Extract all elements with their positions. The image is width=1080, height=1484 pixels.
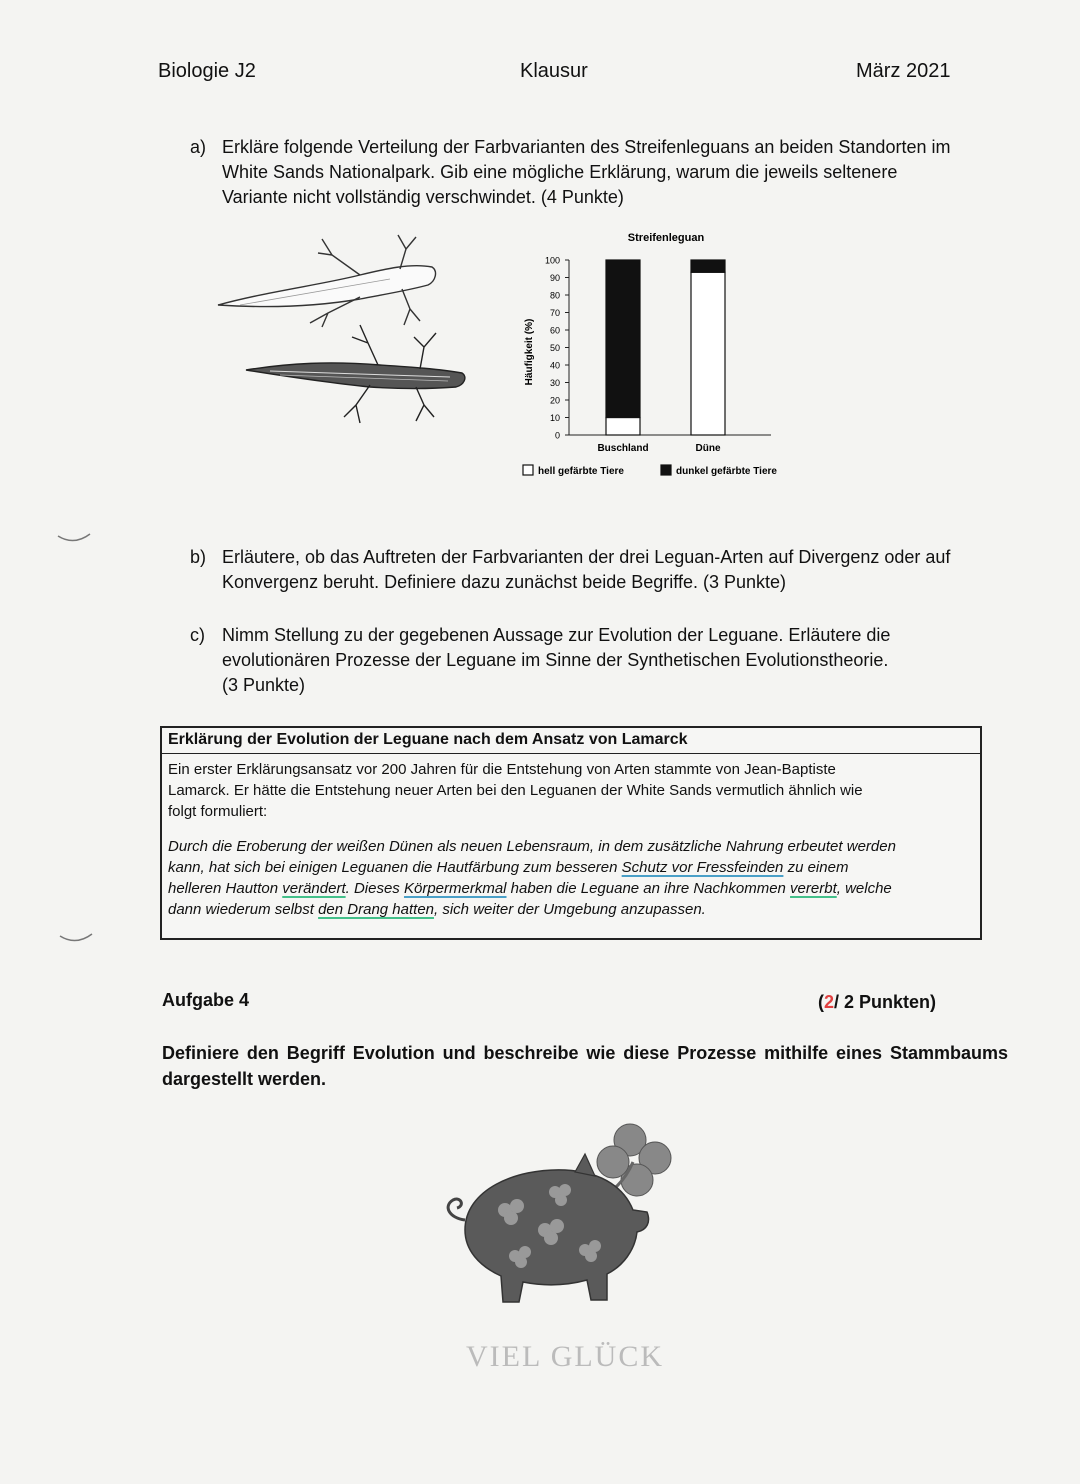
aufgabe4-score <box>818 992 936 1013</box>
bar-düne-dunkel <box>691 260 725 272</box>
chart-ylabel: Häufigkeit (%) <box>524 318 535 386</box>
viel-glueck-text: VIEL GLÜCK <box>466 1340 665 1373</box>
lamarck-box-title: Erklärung der Evolution der Leguane nach dem Ansatz von Lamarck <box>162 728 980 754</box>
bar-buschland-dunkel <box>606 260 640 418</box>
y-tick-label: 0 <box>554 430 560 441</box>
legend-swatch <box>661 465 671 475</box>
task-c-line2: evolutionären Prozesse der Leguane im Sinne der Synthetischen Evolutionstheorie. <box>222 650 889 670</box>
lamarck-quote <box>168 836 974 920</box>
bar-buschland-hell <box>606 418 640 436</box>
header-subject: Biologie J2 <box>158 60 256 82</box>
task-b-label: b) <box>190 547 207 567</box>
highlight-schutz: Schutz vor Fressfeinden <box>621 859 784 876</box>
y-tick-label: 30 <box>549 378 560 388</box>
highlight-drang: den Drang hatten <box>318 901 435 918</box>
highlight-koerpermerkmal: Körpermerkmal <box>403 880 507 897</box>
header-date: März 2021 <box>856 60 951 82</box>
y-tick-label: 50 <box>549 343 560 353</box>
legend-label: hell gefärbte Tiere <box>538 466 624 477</box>
lamarck-intro-line1: Ein erster Erklärungsansatz vor 200 Jahren für die Entstehung von Arten stammte von Jean-Baptiste <box>168 761 836 778</box>
light-lizard-icon <box>218 235 435 327</box>
highlight-veraendert: verändert <box>282 880 346 897</box>
quote-text: . Dieses <box>345 880 404 897</box>
bar-düne-hell <box>691 272 725 435</box>
y-tick-label: 90 <box>549 273 560 283</box>
chart-title: Streifenleguan <box>627 232 705 244</box>
y-tick-label: 60 <box>549 325 560 336</box>
category-label: Buschland <box>597 443 649 454</box>
task-a-line2: White Sands Nationalpark. Gib eine mögliche Erklärung, warum die jeweils seltenere <box>222 162 898 182</box>
legend-swatch <box>523 465 533 475</box>
quote-text: , sich weiter der Umgebung anzupassen. <box>434 901 706 918</box>
category-label: Düne <box>695 443 721 454</box>
y-tick-label: 100 <box>544 255 560 266</box>
task-b-line2: Konvergenz beruht. Definiere dazu zunächst beide Begriffe. (3 Punkte) <box>222 572 787 592</box>
quote-line2 <box>168 857 974 878</box>
margin-mark-2 <box>56 930 96 950</box>
task-c-label: c) <box>190 625 205 645</box>
margin-mark-1 <box>54 530 94 550</box>
task-c-line3: (3 Punkte) <box>222 675 306 695</box>
lamarck-intro-line2: Lamarck. Er hätte die Entstehung neuer Arten bei den Leguanen der White Sands vermutlich ähnlich wie <box>168 782 863 799</box>
task-b-line1: Erläutere, ob das Auftreten der Farbvarianten der drei Leguan-Arten auf Divergenz oder auf <box>222 547 951 567</box>
score-rest: / 2 Punkten) <box>834 992 937 1012</box>
task-c <box>190 623 1020 698</box>
quote-line4 <box>168 899 974 920</box>
task-a-line1: Erkläre folgende Verteilung der Farbvarianten des Streifenleguans an beiden Standorten im <box>222 137 951 157</box>
quote-text: haben die Leguane an ihre Nachkommen <box>506 880 791 897</box>
y-tick-label: 40 <box>549 360 560 371</box>
aufgabe4-text: Definiere den Begriff Evolution und beschreibe wie diese Prozesse mithilfe eines Stammbaums dargestellt werden. <box>162 1043 1008 1089</box>
header-type: Klausur <box>520 60 588 82</box>
y-tick-label: 20 <box>549 395 560 406</box>
quote-text: helleren Hautton <box>168 880 283 897</box>
score-handwritten: 2 <box>824 992 835 1012</box>
lizard-illustration <box>210 225 480 435</box>
highlight-vererbt: vererbt <box>790 880 837 897</box>
quote-line3 <box>168 878 974 899</box>
dark-lizard-icon <box>246 325 465 423</box>
aufgabe4-title: Aufgabe 4 <box>162 990 250 1010</box>
task-a <box>190 135 1020 210</box>
legend-label: dunkel gefärbte Tiere <box>676 466 777 477</box>
quote-text: kann, hat sich bei einigen Leguanen die Hautfärbung zum besseren <box>168 859 622 876</box>
quote-line1: Durch die Eroberung der weißen Dünen als neuen Lebensraum, in dem zusätzliche Nahrung erbeutet werden <box>168 838 896 855</box>
quote-text: zu einem <box>783 859 849 876</box>
lamarck-box <box>160 726 982 940</box>
task-b <box>190 545 1020 595</box>
task-c-line1: Nimm Stellung zu der gegebenen Aussage zur Evolution der Leguane. Erläutere die <box>222 625 891 645</box>
chart-streifenleguan <box>505 225 805 487</box>
score-open: ( <box>818 992 824 1012</box>
lamarck-intro-line3: folgt formuliert: <box>168 803 268 820</box>
y-tick-label: 80 <box>549 290 560 301</box>
lucky-pig-illustration <box>425 1110 695 1340</box>
task-a-label: a) <box>190 137 207 157</box>
task-a-line3: Variante nicht vollständig verschwindet. (4 Punkte) <box>222 187 624 207</box>
y-tick-label: 10 <box>549 413 560 423</box>
y-tick-label: 70 <box>549 308 560 318</box>
quote-text: , welche <box>836 880 892 897</box>
quote-text: dann wiederum selbst <box>168 901 319 918</box>
